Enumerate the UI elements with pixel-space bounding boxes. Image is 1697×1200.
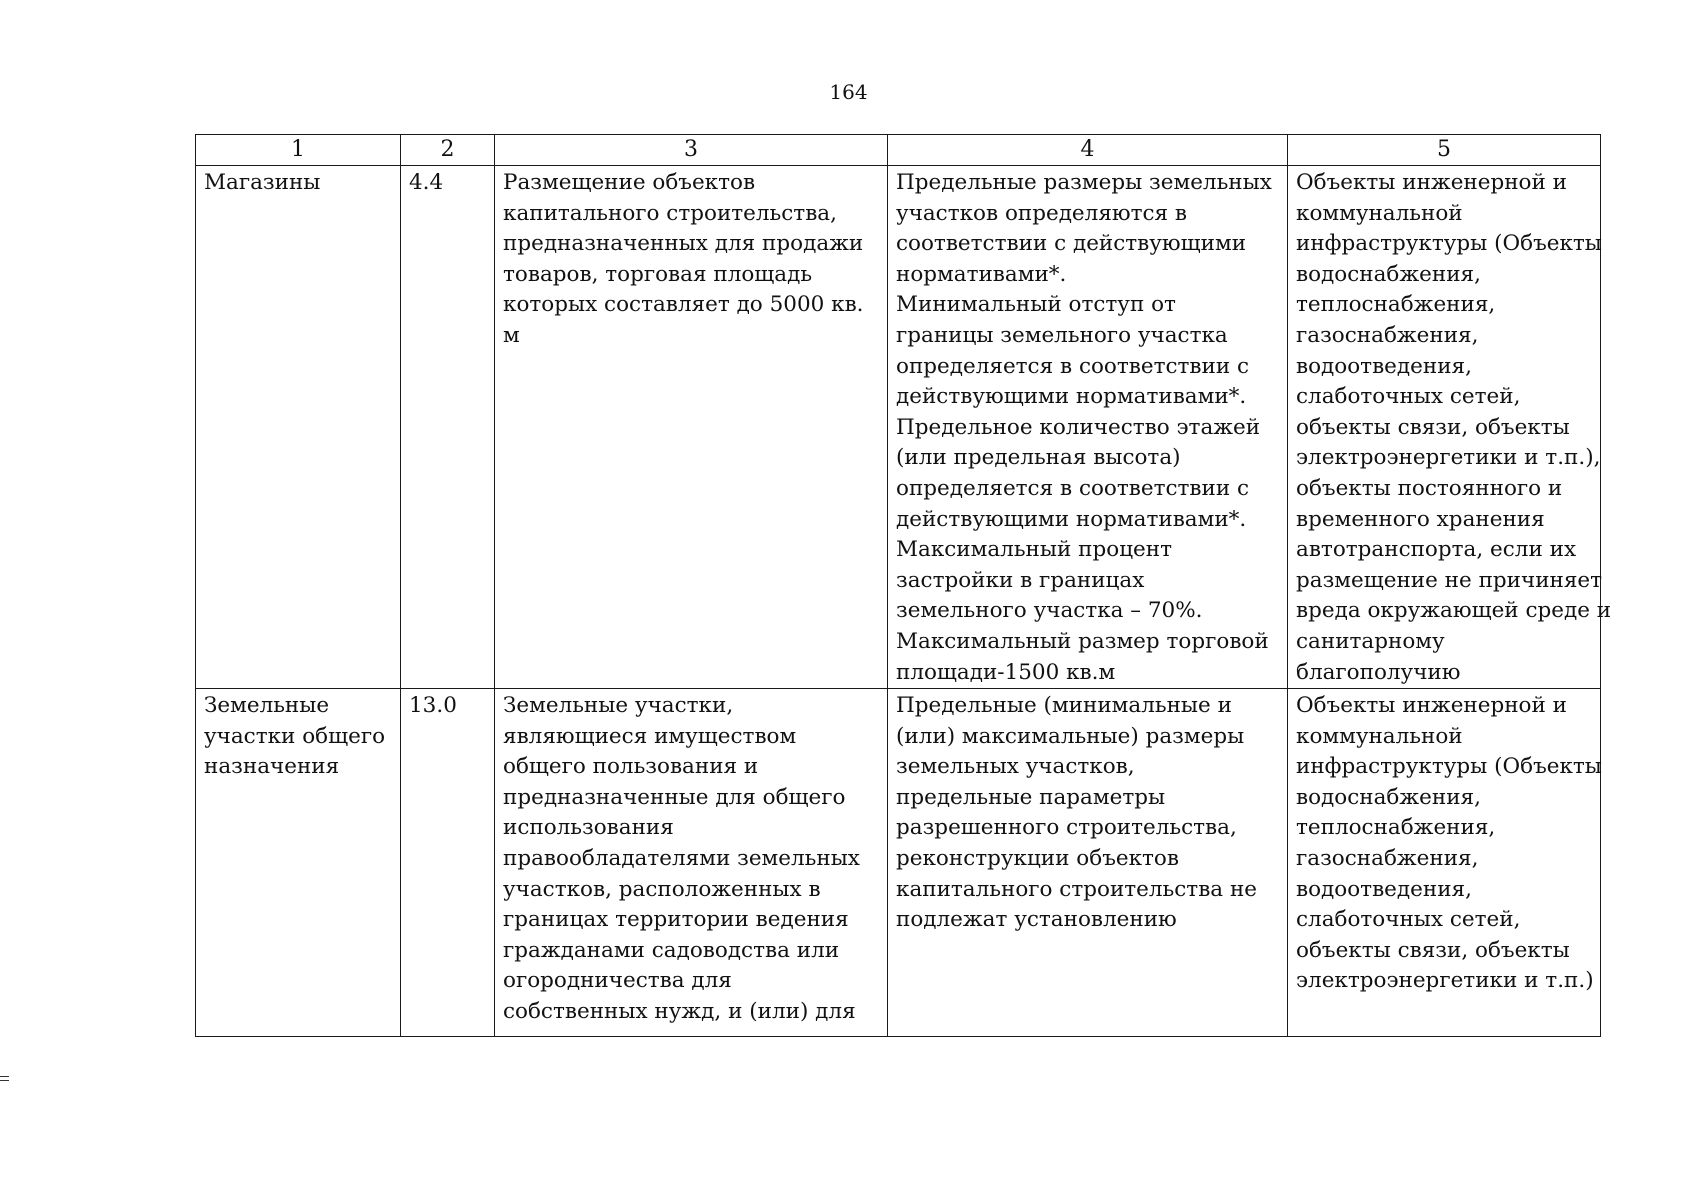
cell-auxiliary-objects <box>1288 166 1612 689</box>
column-header-5: 5 <box>1288 135 1601 166</box>
cell-text-line: газоснабжения, <box>1296 322 1479 348</box>
cell-text-line: Магазины <box>204 170 321 195</box>
cell-text-line: гражданами садоводства или <box>503 937 840 963</box>
cell-text-line: Предельные (минимальные и <box>896 693 1232 719</box>
cell-text-line: слаботочных сетей, <box>1296 907 1521 933</box>
cell-text-line: санитарному <box>1296 628 1445 654</box>
cell-auxiliary-objects <box>1288 689 1601 1037</box>
cell-text-line: огородничества для <box>503 968 732 994</box>
cell-text-line: слаботочных сетей, <box>1296 384 1521 410</box>
cell-text-line: Максимальный процент <box>896 537 1172 563</box>
cell-text-line: действующими нормативами*. <box>896 384 1247 410</box>
cell-text-line: электроэнергетики и т.п.), <box>1296 445 1601 471</box>
cell-text-line: нормативами*. <box>896 261 1067 287</box>
cell-text-line: коммунальной <box>1296 723 1463 749</box>
cell-code <box>401 689 495 1037</box>
cell-text-line: предельные параметры <box>896 784 1166 810</box>
cell-parameters <box>888 166 1288 689</box>
cell-text-line: Земельные <box>204 693 330 719</box>
cell-description <box>495 166 888 689</box>
cell-text-line: границы земельного участка <box>896 322 1228 348</box>
cell-text-line: разрешенного строительства, <box>896 815 1237 841</box>
cell-text-line: объекты связи, объекты <box>1296 937 1570 963</box>
cell-text-line: Предельное количество этажей <box>896 414 1261 440</box>
cell-text-line: капитального строительства, <box>503 200 837 226</box>
cell-text-line: использования <box>503 815 674 841</box>
cell-text-line: 4.4 <box>409 170 444 195</box>
column-header-3: 3 <box>495 135 888 166</box>
cell-text-line: водоснабжения, <box>1296 784 1481 810</box>
cell-text-line: капитального строительства не <box>896 876 1258 902</box>
cell-text-line: инфраструктуры (Объекты <box>1296 754 1602 780</box>
cell-text-line: собственных нужд, и (или) для <box>503 999 856 1025</box>
cell-text-line: водоснабжения, <box>1296 261 1481 287</box>
table-row <box>196 166 1601 689</box>
cell-text-line: (или предельная высота) <box>896 445 1181 471</box>
cell-text-line: (или) максимальные) размеры <box>896 723 1245 749</box>
cell-text-line: Предельные размеры земельных <box>896 170 1272 195</box>
cell-text-line: границах территории ведения <box>503 907 849 933</box>
cell-name <box>196 689 401 1037</box>
cell-text-line: правообладателями земельных <box>503 846 860 872</box>
cell-text-line: размещение не причиняет <box>1296 567 1603 593</box>
cell-name <box>196 166 401 689</box>
cell-text-line: земельного участка – 70%. <box>896 598 1203 624</box>
cell-text-line: Минимальный отступ от <box>896 292 1176 318</box>
cell-text-line: площади-1500 кв.м <box>896 659 1116 685</box>
cell-text-line: Земельные участки, <box>503 693 734 719</box>
column-header-1: 1 <box>196 135 401 166</box>
cell-text-line: Размещение объектов <box>503 170 756 195</box>
table-row <box>196 689 1601 1037</box>
cell-text-line: участков, расположенных в <box>503 876 821 902</box>
cell-text-line: инфраструктуры (Объекты <box>1296 231 1602 257</box>
cell-text-line: Объекты инженерной и <box>1296 693 1567 719</box>
cell-text-line: электроэнергетики и т.п.) <box>1296 968 1594 994</box>
cell-text-line: которых составляет до 5000 кв. <box>503 292 864 318</box>
column-header-2: 2 <box>401 135 495 166</box>
cell-text-line: участков определяются в <box>896 200 1188 226</box>
header-row <box>196 135 1601 166</box>
cell-text-line: реконструкции объектов <box>896 846 1179 872</box>
cell-text-line: автотранспорта, если их <box>1296 537 1577 563</box>
cell-text-line: объекты связи, объекты <box>1296 414 1570 440</box>
cell-description <box>495 689 888 1037</box>
cell-text-line: действующими нормативами*. <box>896 506 1247 532</box>
cell-text-line: земельных участков, <box>896 754 1135 780</box>
cell-text-line: являющиеся имуществом <box>503 723 797 749</box>
cell-text-line: соответствии с действующими <box>896 231 1247 257</box>
land-use-table <box>195 134 1612 1037</box>
cell-text-line: застройки в границах <box>896 567 1145 593</box>
cell-text-line: вреда окружающей среде и <box>1296 598 1612 624</box>
cell-text-line: подлежат установлению <box>896 907 1177 933</box>
cell-text-line: товаров, торговая площадь <box>503 261 813 287</box>
cell-text-line: временного хранения <box>1296 506 1545 532</box>
cell-text-line: теплоснабжения, <box>1296 815 1496 841</box>
cell-text-line: благополучию <box>1296 659 1461 685</box>
cell-text-line: определяется в соответствии с <box>896 353 1250 379</box>
cell-text-line: Максимальный размер торговой <box>896 628 1269 654</box>
cell-text-line: общего пользования и <box>503 754 759 780</box>
column-header-4: 4 <box>888 135 1288 166</box>
cell-parameters <box>888 689 1288 1037</box>
cell-text-line: теплоснабжения, <box>1296 292 1496 318</box>
cell-text-line: назначения <box>204 754 340 780</box>
cell-text-line: водоотведения, <box>1296 876 1472 902</box>
cell-text-line: м <box>503 322 520 348</box>
cell-text-line: предназначенных для продажи <box>503 231 864 257</box>
cell-text-line: коммунальной <box>1296 200 1463 226</box>
cell-text-line: водоотведения, <box>1296 353 1472 379</box>
cell-text-line: предназначенные для общего <box>503 784 846 810</box>
cell-text-line: объекты постоянного и <box>1296 475 1563 501</box>
cell-text-line: газоснабжения, <box>1296 846 1479 872</box>
cell-text-line: Объекты инженерной и <box>1296 170 1567 195</box>
cell-text-line: участки общего <box>204 723 386 749</box>
page-number: 164 <box>829 80 868 104</box>
cell-text-line: 13.0 <box>409 693 457 719</box>
cell-code <box>401 166 495 689</box>
cell-text-line: определяется в соответствии с <box>896 475 1250 501</box>
margin-mark <box>0 1073 10 1083</box>
